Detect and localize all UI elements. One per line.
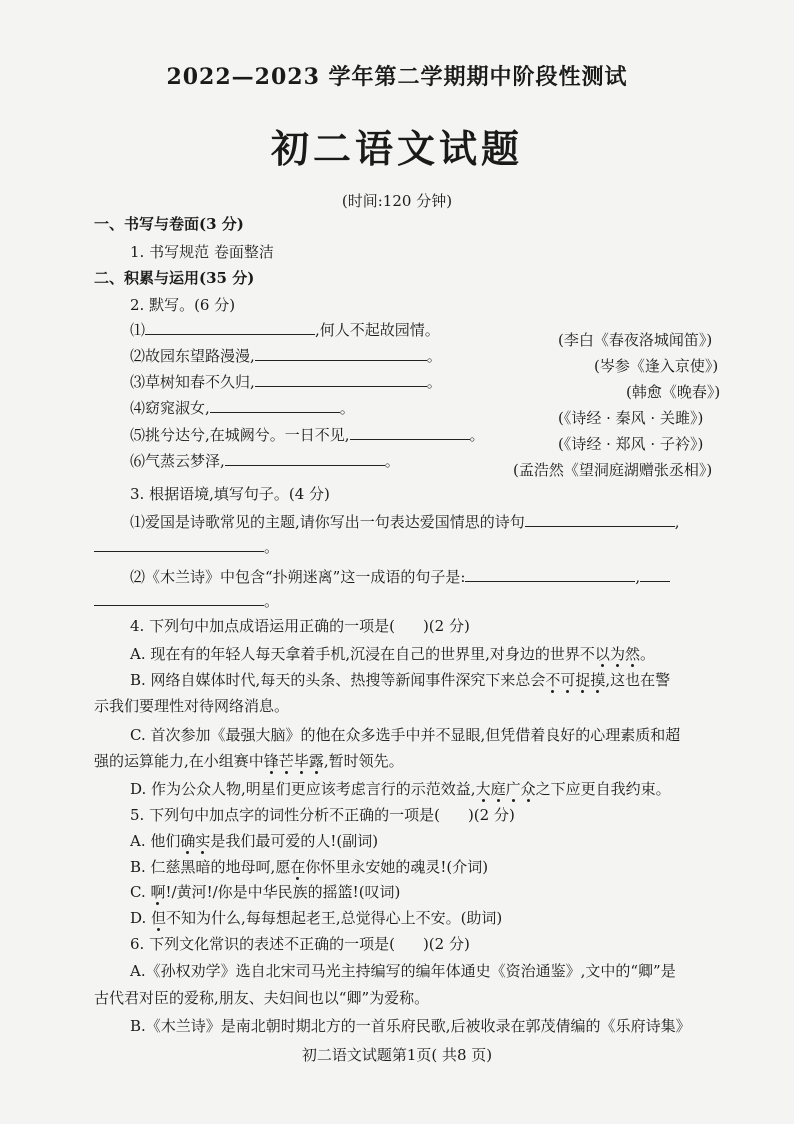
q4-option-a: A. 现在有的年轻人每天拿着手机,沉浸在自己的世界里,对身边的世界不以为然。 xyxy=(130,645,655,663)
exam-title: 2022—2023 学年第二学期期中阶段性测试 xyxy=(166,64,628,90)
section2-heading: 二、积累与运用(35 分) xyxy=(94,269,255,287)
q3-sub2: ⑵《木兰诗》中包含“扑朔迷离”这一成语的句子是: , xyxy=(130,567,670,587)
q4-option-b: B. 网络自媒体时代,每天的头条、热搜等新闻事件深究下来总会不可捉摸,这也在警 xyxy=(130,671,671,689)
answer-blank[interactable] xyxy=(255,372,427,387)
dotted-phrase: 不可捉摸 xyxy=(545,671,606,689)
answer-blank[interactable] xyxy=(210,398,340,413)
q6-option-a: A.《孙权劝学》选自北宋司马光主持编写的编年体通史《资治通鉴》,文中的“卿”是 xyxy=(130,962,676,980)
answer-blank[interactable] xyxy=(465,567,635,582)
answer-blank[interactable] xyxy=(225,451,385,466)
answer-blank[interactable] xyxy=(640,567,670,582)
exam-time: (时间:120 分钟) xyxy=(341,192,453,210)
answer-blank[interactable] xyxy=(255,346,427,361)
dotted-phrase: 啊 xyxy=(150,883,166,901)
q4-option-b-continued: 示我们要理性对待网络消息。 xyxy=(94,697,290,715)
bleed-through-shadow xyxy=(540,98,740,118)
q2-source-2: (岑参《逢入京使》) xyxy=(594,357,719,375)
dotted-phrase: 锋芒毕露 xyxy=(263,752,324,770)
q4-option-c: C. 首次参加《最强大脑》的他在众多选手中并不显眼,但凭借着良好的心理素质和超 xyxy=(130,726,681,744)
q2-line-1: ⑴ ,何人不起故园情。 xyxy=(130,321,440,339)
q2-line-6: ⑹气蒸云梦泽, 。 xyxy=(130,452,400,470)
q2-source-3: (韩愈《晚春》) xyxy=(626,383,721,401)
q2-source-5: (《诗经 · 郑风 · 子衿》) xyxy=(558,435,704,453)
answer-blank[interactable] xyxy=(350,425,470,440)
q2-line-2: ⑵故园东望路漫漫, 。 xyxy=(130,347,442,365)
q2-source-6: (孟浩然《望洞庭湖赠张丞相》) xyxy=(513,461,713,479)
q5-prompt: 5. 下列句中加点字的词性分析不正确的一项是( )(2 分) xyxy=(130,806,515,824)
answer-blank[interactable] xyxy=(525,512,675,527)
dotted-phrase: 在 xyxy=(290,858,306,876)
page-footer: 初二语文试题第1页( 共8 页) xyxy=(301,1046,493,1064)
section1-item: 1. 书写规范 卷面整洁 xyxy=(130,243,274,261)
section1-heading: 一、书写与卷面(3 分) xyxy=(94,215,244,233)
q2-source-1: (李白《春夜洛城闻笛》) xyxy=(558,331,713,349)
q3-prompt: 3. 根据语境,填写句子。(4 分) xyxy=(130,485,330,503)
q4-option-c-continued: 强的运算能力,在小组赛中锋芒毕露,暂时领先。 xyxy=(94,752,404,770)
q2-source-4: (《诗经 · 秦风 · 关雎》) xyxy=(558,409,704,427)
answer-blank[interactable] xyxy=(94,537,264,552)
answer-blank[interactable] xyxy=(94,591,264,606)
q2-prompt: 2. 默写。(6 分) xyxy=(130,296,236,314)
dotted-phrase: 但 xyxy=(151,909,167,927)
dotted-phrase: 以为然 xyxy=(594,645,640,663)
q5-option-a: A. 他们确实是我们最可爱的人!(副词) xyxy=(130,832,379,850)
q3-sub1-continued: 。 xyxy=(94,537,279,557)
q6-option-b: B.《木兰诗》是南北朝时期北方的一首乐府民歌,后被收录在郭茂倩编的《乐府诗集》 xyxy=(130,1017,691,1035)
q6-prompt: 6. 下列文化常识的表述不正确的一项是( )(2 分) xyxy=(130,935,470,953)
q5-option-c: C. 啊!/黄河!/你是中华民族的摇篮!(叹词) xyxy=(130,883,401,901)
dotted-phrase: 大庭广众 xyxy=(475,780,536,798)
q2-line-5: ⑸挑兮达兮,在城阙兮。一日不见, 。 xyxy=(130,426,485,444)
q2-line-4: ⑷窈窕淑女, 。 xyxy=(130,399,355,417)
q5-option-b: B. 仁慈黑暗的地母呵,愿在你怀里永安她的魂灵!(介词) xyxy=(130,858,489,876)
q3-sub1: ⑴爱国是诗歌常见的主题,请你写出一句表达爱国情思的诗句 , xyxy=(130,513,680,531)
q2-line-3: ⑶草树知春不久归, 。 xyxy=(130,373,442,391)
q3-sub2-continued: 。 xyxy=(94,591,279,611)
answer-blank[interactable] xyxy=(145,320,315,335)
q4-prompt: 4. 下列句中加点成语运用正确的一项是( )(2 分) xyxy=(130,617,470,635)
subject-title: 初二语文试题 xyxy=(270,126,523,171)
dotted-phrase: 确实 xyxy=(180,832,211,850)
q6-option-a-continued: 古代君对臣的爱称,朋友、夫妇间也以“卿”为爱称。 xyxy=(94,989,430,1007)
q5-option-d: D. 但不知为什么,每每想起老王,总觉得心上不安。(助词) xyxy=(130,909,503,927)
q4-option-d: D. 作为公众人物,明星们更应该考虑言行的示范效益,大庭广众之下应更自我约束。 xyxy=(130,780,671,798)
